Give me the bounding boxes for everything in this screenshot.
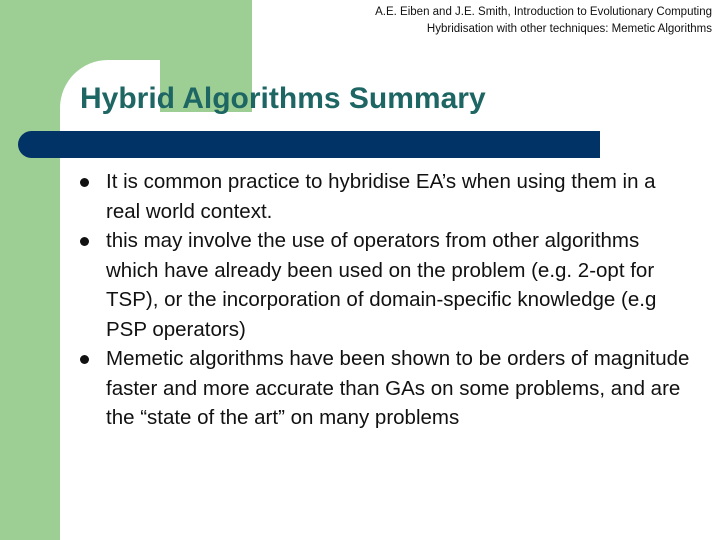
slide-header <box>375 4 712 38</box>
header-line-1: A.E. Eiben and J.E. Smith, Introduction to Evolutionary Computing <box>375 6 712 18</box>
bullet-dot-icon <box>80 237 89 246</box>
list-item <box>80 344 690 433</box>
bullet-dot-icon <box>80 178 89 187</box>
bullet-dot-icon <box>80 355 89 364</box>
header-line-2: Hybridisation with other techniques: Memetic Algorithms <box>426 23 712 35</box>
bullet-list <box>80 167 690 433</box>
list-item <box>80 226 690 344</box>
bullet-text: this may involve the use of operators from other algorithms which have already been used on the problem (e.g. 2-opt for TSP), or the incorporation of domain-specific knowledge (e.g PSP operators) <box>106 229 657 341</box>
bullet-text: It is common practice to hybridise EA’s when using them in a real world context. <box>106 170 656 223</box>
bullet-text: Memetic algorithms have been shown to be orders of magnitude faster and more accurate than GAs on some problems, and are the “state of the art” on many problems <box>106 347 690 429</box>
title-underline-bar <box>18 131 600 158</box>
slide-title: Hybrid Algorithms Summary <box>80 82 486 115</box>
list-item <box>80 167 690 226</box>
